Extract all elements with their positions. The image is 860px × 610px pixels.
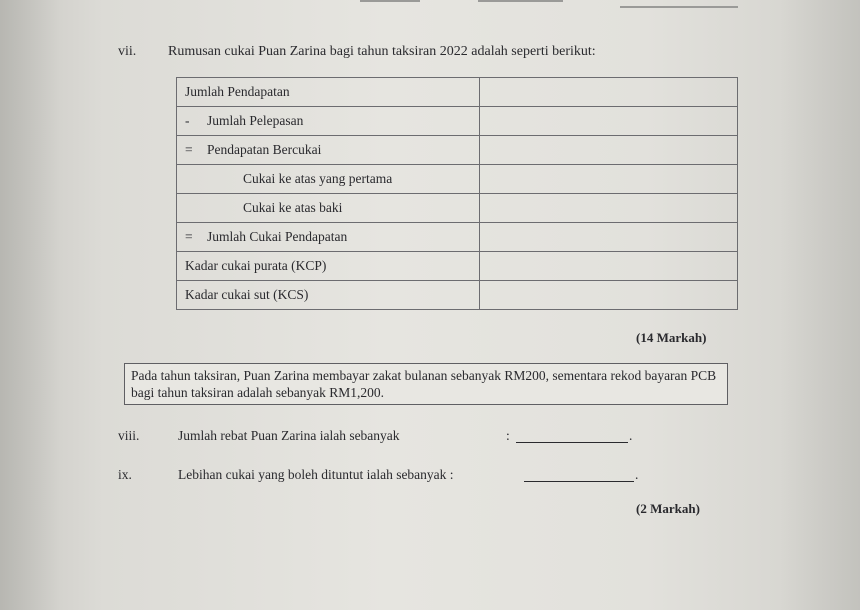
table-row [177, 252, 738, 281]
answer-cell[interactable] [479, 165, 737, 194]
table-row [177, 165, 738, 194]
table-row [177, 223, 738, 252]
answer-cell[interactable] [479, 136, 737, 165]
table-row [177, 136, 738, 165]
tax-computation-table [176, 77, 738, 310]
question-number: viii. [118, 428, 140, 443]
row-label: Kadar cukai sut (KCS) [185, 287, 309, 302]
row-label-cell [177, 78, 480, 107]
row-label: Pendapatan Bercukai [207, 142, 322, 157]
table-row [177, 194, 738, 223]
row-label-cell [177, 252, 480, 281]
page-shadow-right [780, 0, 860, 610]
answer-blank[interactable] [524, 481, 634, 482]
question-text: Rumusan cukai Puan Zarina bagi tahun taksiran 2022 adalah seperti berikut: [168, 44, 596, 59]
top-edge-mark [360, 0, 420, 2]
info-text: Pada tahun taksiran, Puan Zarina membayar zakat bulanan sebanyak RM200, sementara rekod bayaran PCB bagi tahun taksiran adalah sebanyak RM1,200. [131, 368, 717, 400]
table-row [177, 281, 738, 310]
answer-blank[interactable] [516, 442, 628, 443]
answer-colon: : [506, 428, 510, 443]
question-number: vii. [118, 44, 137, 59]
page-shadow-left [0, 0, 60, 610]
row-label: Jumlah Pendapatan [185, 84, 290, 99]
answer-cell[interactable] [479, 78, 737, 107]
answer-end-mark: . [635, 467, 639, 482]
answer-cell[interactable] [479, 194, 737, 223]
top-edge-mark [478, 0, 563, 2]
answer-cell[interactable] [479, 281, 737, 310]
row-operator: = [185, 229, 193, 244]
marks-label: (14 Markah) [636, 330, 707, 345]
row-label: Jumlah Pelepasan [207, 113, 304, 128]
question-text: Jumlah rebat Puan Zarina ialah sebanyak [178, 428, 400, 443]
answer-cell[interactable] [479, 223, 737, 252]
row-label-cell [177, 136, 480, 165]
row-label: Cukai ke atas yang pertama [243, 171, 393, 186]
question-number: ix. [118, 467, 132, 482]
row-label: Cukai ke atas baki [243, 200, 343, 215]
row-label: Jumlah Cukai Pendapatan [207, 229, 348, 244]
info-box [124, 363, 728, 405]
top-edge-mark [620, 6, 738, 8]
marks-label: (2 Markah) [636, 501, 700, 516]
row-label-cell [177, 165, 480, 194]
row-label-cell [177, 223, 480, 252]
row-label-cell [177, 107, 480, 136]
row-label-cell [177, 281, 480, 310]
answer-end-mark: . [629, 428, 633, 443]
row-operator: = [185, 142, 193, 157]
answer-cell[interactable] [479, 107, 737, 136]
answer-cell[interactable] [479, 252, 737, 281]
question-text: Lebihan cukai yang boleh dituntut ialah sebanyak : [178, 467, 454, 482]
row-label: Kadar cukai purata (KCP) [185, 258, 327, 273]
row-label-cell [177, 194, 480, 223]
row-operator: - [185, 113, 190, 128]
table-row [177, 107, 738, 136]
table-row [177, 78, 738, 107]
